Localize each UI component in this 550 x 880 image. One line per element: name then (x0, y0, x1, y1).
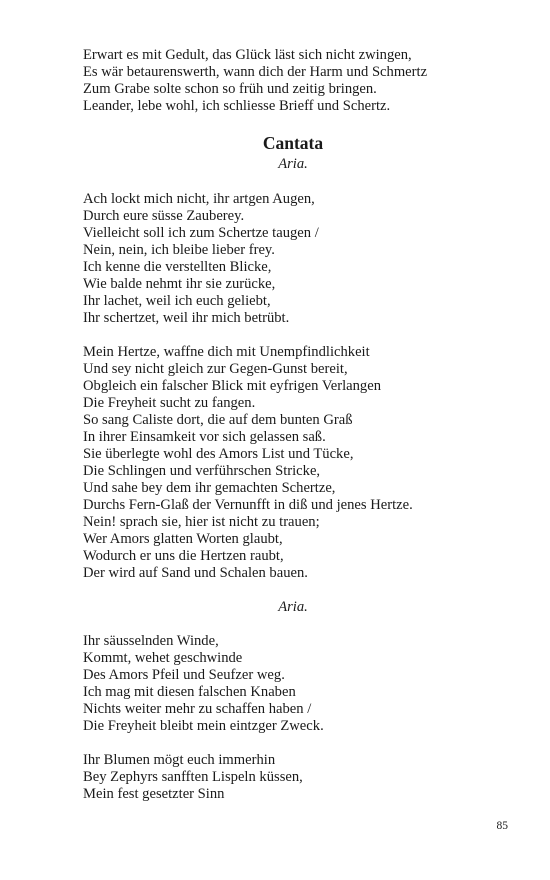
verse-line: Ihr lachet, weil ich euch geliebt, (83, 293, 271, 309)
verse-line: Nichts weiter mehr zu schaffen haben / (83, 701, 312, 717)
aria-label: Aria. (278, 599, 308, 615)
verse-line: Bey Zephyrs sanfften Lispeln küssen, (83, 769, 303, 785)
verse-line: Mein fest gesetzter Sinn (83, 786, 225, 802)
verse-line: Erwart es mit Gedult, das Glück läst sich nicht zwingen, (83, 47, 412, 63)
verse-line: Und sey nicht gleich zur Gegen-Gunst bereit, (83, 361, 348, 377)
verse-line: Obgleich ein falscher Blick mit eyfrigen Verlangen (83, 378, 381, 394)
verse-line: Vielleicht soll ich zum Schertze taugen / (83, 225, 319, 241)
verse-line: Die Schlingen und verführschen Stricke, (83, 463, 321, 479)
section-title: Cantata (262, 133, 324, 153)
verse-line: Ihr säusselnden Winde, (83, 633, 219, 649)
verse-line: Zum Grabe solte schon so früh und zeitig bringen. (83, 81, 377, 97)
stanza-gap (83, 582, 483, 599)
verse-line: Ach lockt mich nicht, ihr artgen Augen, (83, 191, 315, 207)
verse-line: Kommt, wehet geschwinde (83, 650, 243, 666)
verse-line: Nein! sprach sie, hier ist nicht zu trauen; (83, 514, 320, 530)
stanza-gap (83, 327, 483, 344)
final-stanza (83, 752, 483, 803)
verse-line: Ihr schertzet, weil ihr mich betrübt. (83, 310, 290, 326)
aria-label: Aria. (278, 156, 308, 172)
stanza-gap (83, 174, 483, 191)
verse-line: Des Amors Pfeil und Seufzer weg. (83, 667, 285, 683)
verse-line: Mein Hertze, waffne dich mit Unempfindlichkeit (83, 344, 370, 360)
verse-line: Sie überlegte wohl des Amors List und Tücke, (83, 446, 354, 462)
verse-line: Durch eure süsse Zauberey. (83, 208, 245, 224)
verse-line: So sang Caliste dort, die auf dem bunten Graß (83, 412, 353, 428)
verse-line: Und sahe bey dem ihr gemachten Schertze, (83, 480, 336, 496)
verse-line: Nein, nein, ich bleibe lieber frey. (83, 242, 275, 258)
poem-text (83, 47, 483, 803)
aria-stanza (83, 633, 483, 735)
verse-line: Wodurch er uns die Hertzen raubt, (83, 548, 284, 564)
verse-line: Der wird auf Sand und Schalen bauen. (83, 565, 308, 581)
verse-line: In ihrer Einsamkeit vor sich gelassen saß. (83, 429, 326, 445)
verse-line: Ich kenne die verstellten Blicke, (83, 259, 272, 275)
verse-line: Wie balde nehmt ihr sie zurücke, (83, 276, 276, 292)
verse-line: Ich mag mit diesen falschen Knaben (83, 684, 296, 700)
aria-stanza (83, 191, 483, 327)
stanza-gap (83, 616, 483, 633)
verse-line: Durchs Fern-Glaß der Vernunfft in diß und jenes Hertze. (83, 497, 413, 513)
verse-line: Die Freyheit sucht zu fangen. (83, 395, 256, 411)
verse-line: Es wär betaurenswerth, wann dich der Harm und Schmertz (83, 64, 428, 80)
intro-stanza (83, 47, 483, 115)
verse-line: Leander, lebe wohl, ich schliesse Brieff und Schertz. (83, 98, 391, 114)
page-number: 85 (496, 820, 508, 832)
recitative-stanza (83, 344, 483, 582)
stanza-gap (83, 735, 483, 752)
verse-line: Wer Amors glatten Worten glaubt, (83, 531, 283, 547)
verse-line: Die Freyheit bleibt mein eintzger Zweck. (83, 718, 324, 734)
verse-line: Ihr Blumen mögt euch immerhin (83, 752, 276, 768)
